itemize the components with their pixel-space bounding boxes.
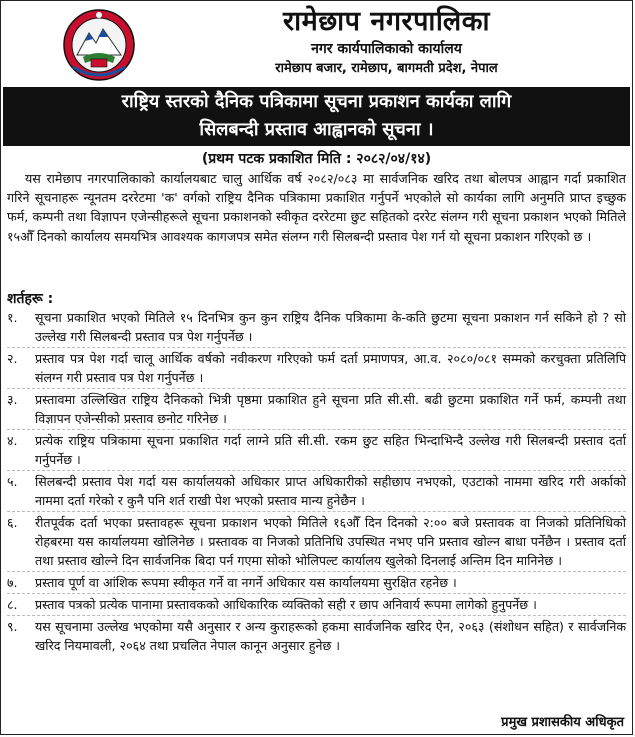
notice-title-line-2: सिलबन्दी प्रस्ताव आह्वानको सूचना । bbox=[199, 119, 434, 140]
condition-number: ६. bbox=[7, 515, 18, 530]
condition-number: २. bbox=[7, 351, 18, 366]
condition-text: यस सूचनामा उल्लेख भएकोमा यसै अनुसार र अन्य कुराहरूको हकमा सार्वजनिक खरिद ऐन, २०६३ (संशोधन सहित) र सार्वजनिक खरिद नियमावली, २०६४ तथा प्रचलित नेपाल कानून अनुसार हुनेछ । bbox=[35, 619, 626, 653]
condition-item bbox=[7, 307, 626, 347]
condition-number: १. bbox=[7, 310, 18, 325]
condition-item bbox=[7, 388, 626, 429]
condition-text: सूचना प्रकाशित भएको मितिले १५ दिनभित्र कुन कुन राष्ट्रिय दैनिक पत्रिकामा के-कति छुटमा सूचना प्रकाशन गर्न सकिने हो ? सो उल्लेख गरी सिलबन्दी प्रस्ताव पत्र पेश गर्नुपर्नेछ । bbox=[35, 310, 626, 344]
condition-number: ८. bbox=[7, 597, 18, 612]
condition-number: ९. bbox=[7, 619, 18, 634]
org-name: रामेछाप नगरपालिका bbox=[283, 6, 490, 37]
conditions-heading: शर्तहरू : bbox=[7, 291, 54, 307]
office-name: नगर कार्यपालिकाको कार्यालय bbox=[311, 41, 462, 57]
nepal-emblem-icon bbox=[63, 7, 135, 83]
conditions-list bbox=[7, 307, 626, 656]
condition-item bbox=[7, 429, 626, 470]
condition-item bbox=[7, 615, 626, 656]
condition-item bbox=[7, 593, 626, 615]
condition-item bbox=[7, 511, 626, 571]
condition-number: ३. bbox=[7, 392, 18, 407]
header bbox=[1, 1, 632, 89]
office-address: रामेछाप बजार, रामेछाप, बागमती प्रदेश, नेपाल bbox=[275, 61, 498, 76]
condition-text: प्रत्येक राष्ट्रिय पत्रिकामा सूचना प्रकाशित गर्दा लाग्ने प्रति सी.सी. रकम छुट सहित भिन्दाभिन्दै उल्लेख गरी सिलबन्दी प्रस्ताव दर्ता गर्नुपर्नेछ । bbox=[35, 433, 626, 467]
condition-item bbox=[7, 470, 626, 511]
notice-title-line-1: राष्ट्रिय स्तरको दैनिक पत्रिकामा सूचना प्रकाशन कार्यका लागि bbox=[121, 91, 512, 112]
condition-number: ५. bbox=[7, 474, 18, 489]
condition-text: प्रस्ताव पत्रको प्रत्येक पानामा प्रस्तावकको आधिकारिक व्यक्तिको सही र छाप अनिवार्य रूपमा लागेको हुनुपर्नेछ । bbox=[35, 597, 537, 612]
condition-text: प्रस्ताव पूर्ण वा आंशिक रूपमा स्वीकृत गर्ने वा नगर्ने अधिकार यस कार्यालयमा सुरक्षित रहनेछ । bbox=[35, 575, 457, 590]
condition-text: प्रस्तावमा उल्लिखित राष्ट्रिय दैनिकको भित्री पृष्ठमा प्रकाशित हुने सूचना प्रति सी.सी. बढी छुटमा प्रकाशित गर्ने फर्म, कम्पनी तथा विज्ञापन एजेन्सीको प्रस्ताव छनोट गरिनेछ । bbox=[35, 392, 626, 426]
condition-number: ७. bbox=[7, 575, 18, 590]
condition-text: रीतपूर्वक दर्ता भएका प्रस्तावहरू सूचना प्रकाशन भएको मितिले १६औँ दिन दिनको २:०० बजे प्रस्तावक वा निजको प्रतिनिधिको रोहबरमा यस कार्यालयमा खोलिनेछ । प्रस्तावक वा निजको प्रतिनिधि उपस्थित नभए पनि प्रस्ताव खोल्न बाधा पर्नेछैन । प्रस्ताव दर्ता तथा प्रस्ताव खोल्ने दिन सार्वजनिक बिदा पर्न गएमा सोको भोलिपल्ट कार्यालय खुलेको दिनलाई अन्तिम दिन मानिनेछ । bbox=[35, 515, 626, 568]
condition-text: सिलबन्दी प्रस्ताव पेश गर्दा यस कार्यालयको अधिकार प्राप्त अधिकारीको सहीछाप नभएको, एउटाको नाममा खरिद गरी अर्काको नाममा दर्ता गरेको र कुनै पनि शर्त राखी पेश भएको प्रस्ताव मान्य हुनेछैन । bbox=[35, 474, 626, 508]
publish-date: (प्रथम पटक प्रकाशित मिति : २०८२/०४/१४) bbox=[201, 151, 432, 167]
condition-item bbox=[7, 347, 626, 388]
signatory-title: प्रमुख प्रशासकीय अधिकृत bbox=[501, 715, 624, 730]
condition-number: ४. bbox=[7, 433, 18, 448]
condition-item bbox=[7, 571, 626, 593]
intro-paragraph: यस रामेछाप नगरपालिकाको कार्यालयबाट चालु आर्थिक वर्ष २०८२/०८३ मा सार्वजनिक खरिद तथा बोलपत्र आह्वान गर्दा प्रकाशित गरिने सूचनाहरू न्यूनतम दररेटमा 'क' वर्गको राष्ट्रिय दैनिक पत्रिकामा प्रकाशित गर्नुपर्ने भएकोले सो कार्यका लागि अनुमति प्राप्त इच्छुक फर्म, कम्पनी तथा विज्ञापन एजेन्सीहरूले सूचना प्रकाशनको स्वीकृत दररेटमा छुट सहितको दररेट संलग्न गरी सूचना प्रकाशन भएको मितिले १५औँ दिनको कार्यालय समयभित्र आवश्यक कागजपत्र समेत संलग्न गरी सिलबन्दी प्रस्ताव पेश गर्न यो सूचना प्रकाशन गरिएको छ । bbox=[7, 171, 626, 244]
notice-title-banner bbox=[3, 87, 630, 146]
condition-text: प्रस्ताव पत्र पेश गर्दा चालू आर्थिक वर्षको नवीकरण गरिएको फर्म दर्ता प्रमाणपत्र, आ.व. २०८०/०८१ सम्मको करचुक्ता प्रतिलिपि संलग्न गरी प्रस्ताव पत्र पेश गर्नुपर्नेछ । bbox=[35, 351, 626, 385]
